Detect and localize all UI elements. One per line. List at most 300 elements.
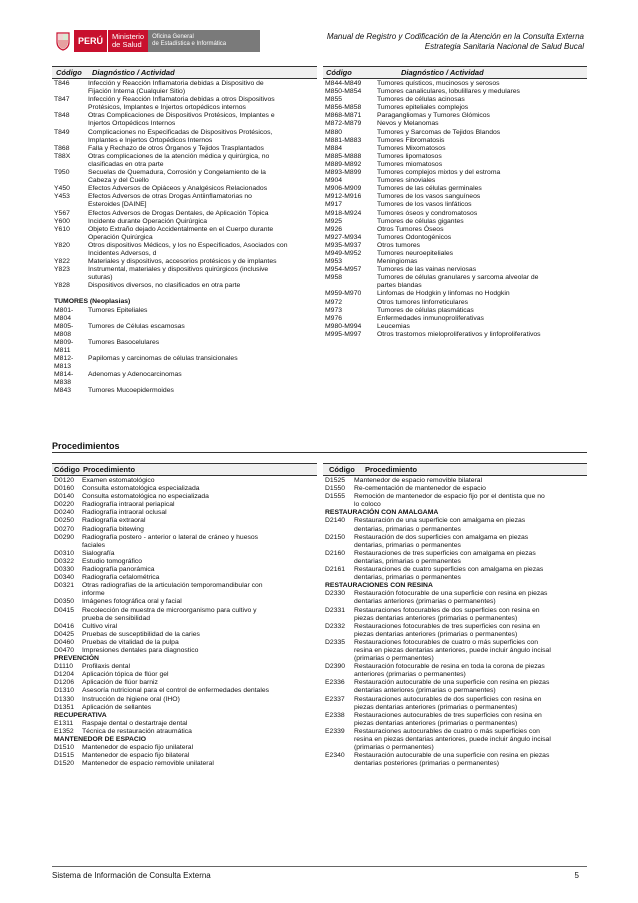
row-code: D1330 (54, 695, 75, 703)
row-description: Tumores Epiteliales (88, 306, 148, 314)
row-description: Incidentes Adversos, d (88, 249, 157, 257)
row-code: T950 (54, 169, 70, 177)
row-code: D0270 (54, 525, 75, 533)
footer-divider (52, 866, 587, 867)
row-description: Restauraciones fotocurables de cuatro o más superficies con (354, 638, 538, 646)
row-code: M976 (325, 314, 343, 322)
row-code: Y823 (54, 266, 70, 274)
row-code: M805-M808 (54, 322, 74, 338)
row-description: Otros trastornos mieloproliferativos y linfoproliferativos (377, 330, 541, 338)
row-code: M917 (325, 201, 343, 209)
row-code: D1555 (325, 493, 346, 501)
row-code (54, 274, 88, 282)
row-code (54, 104, 88, 112)
row-description: Profilaxis dental (82, 663, 130, 671)
row-description: Tumores complejos mixtos y del estroma (377, 169, 501, 177)
row-description: Restauración de dos superficies con amalgama en piezas (354, 533, 529, 541)
row-code: Y567 (54, 209, 70, 217)
row-description: Tumores de Células escamosas (88, 322, 185, 330)
row-description: Radiografía extraoral (82, 517, 146, 525)
row-description: Otras radiografías de la articulación temporomandibular con (82, 582, 263, 590)
row-code: D0350 (54, 598, 75, 606)
table-row (54, 744, 316, 752)
row-code (54, 137, 88, 145)
table-row (54, 509, 316, 517)
table-row (54, 582, 316, 590)
row-description: Enfermedades inmunoproliferativas (377, 314, 484, 322)
row-code: D0416 (54, 622, 75, 630)
diagnostics-left-list (54, 80, 316, 396)
table-row (325, 493, 587, 501)
row-code: M801-M804 (54, 306, 74, 322)
row-code: M844-M849 (325, 80, 362, 87)
table-row (325, 485, 587, 493)
row-code: D0322 (54, 557, 75, 565)
row-description: Falla y Rechazo de otros Órganos y Tejidos Trasplantados (88, 144, 264, 152)
row-description: Mantenedor de espacio fijo unilateral (82, 744, 194, 752)
row-description: Mantenedor de espacio fijo bilateral (82, 752, 190, 760)
row-code: Y453 (54, 193, 70, 201)
table-row (325, 696, 587, 704)
table-row (325, 615, 587, 623)
table-row (54, 387, 316, 395)
table-row (54, 307, 316, 323)
row-description: Asesoría nutricional para el control de enfermedades dentales (82, 687, 270, 695)
row-description: Dispositivos diversos, no clasificados en otra parte (88, 282, 241, 290)
row-code: D0160 (54, 485, 75, 493)
table-row (325, 736, 587, 744)
table-row (325, 137, 587, 145)
row-description: Restauración autocurable de una superficie con resina en piezas (354, 679, 550, 687)
row-description: Paragangliomas y Tumores Glómicos (377, 112, 490, 120)
table-row (54, 96, 316, 104)
row-code: D1204 (54, 671, 75, 679)
row-description: Otros tumores linforreticulares (377, 298, 469, 306)
table-row (54, 266, 316, 274)
row-code: D2332 (325, 622, 346, 630)
table-row (325, 647, 587, 655)
row-description: Restauración de una superficie con amalgama en piezas (354, 517, 526, 525)
table-row (325, 201, 587, 209)
table-row (54, 550, 316, 558)
row-code (325, 720, 354, 728)
row-code (325, 647, 354, 655)
logo-ministerio-label: Ministerio de Salud (107, 30, 148, 52)
table-row (325, 687, 587, 695)
row-code: T849 (54, 128, 70, 136)
row-code: M926 (325, 225, 343, 233)
section-heading-label: RESTAURACIONES CON RESINA (325, 582, 433, 590)
row-description: Instrucción de higiene oral (IHO) (82, 695, 180, 703)
table-row (325, 299, 587, 307)
row-code: D0460 (54, 638, 75, 646)
table-row (325, 250, 587, 258)
row-code: Y450 (54, 185, 70, 193)
row-description: Papilomas y carcinomas de células transicionales (88, 355, 238, 363)
row-description: resina en piezas dentarias anteriores, puede incluir ángulo incisal (354, 646, 551, 654)
section-heading (54, 655, 316, 663)
manual-subtitle: Estrategia Sanitaria Nacional de Salud Bucal (424, 42, 584, 51)
table-row (325, 96, 587, 104)
row-description: Objeto Extraño dejado Accidentalmente en el Cuerpo durante (88, 225, 274, 233)
row-code: E1311 (54, 719, 74, 727)
row-description: piezas dentarias anteriores (primarias o permanentes) (354, 719, 518, 727)
row-description: Restauraciones autocurables de tres superficies con resina en (354, 711, 542, 719)
row-description: Otros Tumores Óseos (377, 225, 444, 233)
row-description: Otras complicaciones de la atención médica y quirúrgica, no (88, 152, 270, 160)
row-code (325, 744, 354, 752)
table-row (54, 720, 316, 728)
row-code: D1510 (54, 744, 75, 752)
row-code: Y828 (54, 282, 70, 290)
row-description: Tumores de los vasos linfáticos (377, 201, 472, 209)
row-description: Pruebas de vitalidad de la pulpa (82, 638, 179, 646)
row-description: dentarias, primarias o permanentes (354, 574, 461, 582)
row-code (54, 177, 88, 185)
section-heading (54, 712, 316, 720)
row-code: M872-M879 (325, 120, 362, 128)
section-heading-label: RESTAURACIÓN CON AMALGAMA (325, 509, 439, 517)
row-code (325, 736, 354, 744)
table-row (325, 558, 587, 566)
row-description: piezas dentarias anteriores (primarias o permanentes) (354, 703, 518, 711)
row-code: Y822 (54, 258, 70, 266)
row-code: M893-M899 (325, 169, 362, 177)
table-row (325, 234, 587, 242)
row-code: M880 (325, 128, 343, 136)
row-description: Otros tumores (377, 241, 421, 249)
row-description: Recolección de muestra de microorganismo para cultivo y (82, 606, 257, 614)
row-code: M856-M858 (325, 104, 362, 112)
row-description: Restauraciones autocurables de dos superficies con resina en (354, 695, 542, 703)
row-code: M855 (325, 96, 343, 104)
row-code: D2161 (325, 566, 346, 574)
section-heading (325, 582, 587, 590)
row-description: Complicaciones no Especificadas de Dispositivos Protésicos, (88, 128, 273, 136)
row-description: Tumores y Sarcomas de Tejidos Blandos (377, 128, 501, 136)
row-code: T868 (54, 144, 70, 152)
row-description: Radiografía panorámica (82, 566, 155, 574)
row-description: Restauración fotocurable de una superficie con resina en piezas (354, 590, 548, 598)
table-row (325, 161, 587, 169)
row-description: Re-cementación de mantenedor de espacio (354, 485, 486, 493)
row-code (325, 655, 354, 663)
row-description: Efectos Adversos de Drogas Dentales, de Aplicación Tópica (88, 209, 269, 217)
row-description: Aplicación tópica de flúor gel (82, 671, 169, 679)
row-description: Restauraciones de tres superficies con amalgama en piezas (354, 549, 536, 557)
ministry-logo (52, 30, 260, 52)
row-description: lo coloco (354, 501, 381, 509)
row-description: Restauraciones fotocurables de tres superficies con resina en (354, 622, 540, 630)
footer-text: Sistema de Información de Consulta Externa (52, 871, 211, 880)
table-row (54, 752, 316, 760)
table-row (325, 153, 587, 161)
table-row (54, 760, 316, 768)
table-row (325, 129, 587, 137)
row-code: D2330 (325, 590, 346, 598)
table-row (54, 323, 316, 339)
table-row (325, 193, 587, 201)
row-code: D2160 (325, 549, 346, 557)
row-description: Imágenes fotográfica oral y facial (82, 598, 182, 606)
table-row (54, 104, 316, 112)
row-code: M973 (325, 306, 343, 314)
page-footer (52, 871, 587, 880)
row-code (54, 120, 88, 128)
procedures-left-header (52, 463, 317, 476)
table-row (54, 161, 316, 169)
row-code: D0290 (54, 533, 75, 541)
table-row (54, 671, 316, 679)
table-row (54, 258, 316, 266)
table-row (325, 282, 587, 290)
table-row (325, 274, 587, 282)
table-row (325, 112, 587, 120)
row-description: Injertos Ortopédicos Internos (88, 120, 176, 128)
table-row (54, 226, 316, 234)
row-description: Meningiomas (377, 258, 418, 266)
table-row (325, 517, 587, 525)
row-description: Operación Quirúrgica (88, 233, 153, 241)
row-code: M995-M997 (325, 330, 362, 338)
table-row (54, 679, 316, 687)
row-code (54, 290, 88, 298)
column-header-code: Código (326, 68, 352, 77)
table-row (54, 615, 316, 623)
row-description: Cabeza y del Cuello (88, 177, 149, 185)
row-description: Tumores Mixomatosos (377, 144, 446, 152)
row-description: Estudio tomográfico (82, 557, 143, 565)
row-description: Tumores miomatosos (377, 160, 443, 168)
table-row (54, 485, 316, 493)
procedures-left-list (54, 477, 316, 768)
row-description: Restauraciones autocurables de cuatro o más superficies con (354, 727, 540, 735)
row-description: Leucemias (377, 322, 410, 330)
row-description: dentarias, primarias o permanentes (354, 557, 461, 565)
table-row (325, 185, 587, 193)
column-header-code: Código (56, 68, 82, 77)
table-row (325, 631, 587, 639)
row-code: T847 (54, 96, 70, 104)
row-code: M809-M811 (54, 338, 74, 354)
row-description: faciales (82, 541, 106, 549)
table-row (325, 712, 587, 720)
row-description: Radiografía bitewing (82, 525, 144, 533)
row-code (325, 760, 354, 768)
row-code: M889-M892 (325, 160, 362, 168)
table-row (54, 88, 316, 96)
table-row (54, 526, 316, 534)
row-description: Restauraciones de cuatro superficies con amalgama en piezas (354, 566, 544, 574)
row-description: Radiografía intraoral periapical (82, 501, 175, 509)
table-row (325, 477, 587, 485)
row-description: Técnica de restauración atraumática (82, 727, 192, 735)
table-row (325, 607, 587, 615)
row-code: M885-M888 (325, 152, 362, 160)
row-description: dentarias posteriores (primarias o permanentes) (354, 760, 500, 768)
row-description: Tumores sinoviales (377, 177, 436, 185)
row-code: D0240 (54, 509, 75, 517)
row-code: D0470 (54, 646, 75, 654)
table-row (325, 663, 587, 671)
row-code (325, 704, 354, 712)
table-row (54, 607, 316, 615)
row-description: Implantes e Injertos Ortopédicos Internos (88, 136, 213, 144)
row-code: M812-M813 (54, 355, 74, 371)
table-row (325, 679, 587, 687)
diagnostics-right-list (325, 80, 587, 339)
row-code: D0415 (54, 606, 75, 614)
row-code: M918-M924 (325, 209, 362, 217)
table-row (54, 728, 316, 736)
row-code: E2338 (325, 711, 345, 719)
table-row (325, 704, 587, 712)
table-row (54, 112, 316, 120)
row-code: M884 (325, 144, 343, 152)
section-heading-label: PREVENCIÓN (54, 655, 99, 663)
row-code (325, 687, 354, 695)
table-row (325, 526, 587, 534)
row-description: (primarias o permanentes) (354, 744, 434, 752)
procedures-right-list (325, 477, 587, 768)
table-row (54, 242, 316, 250)
row-description: Raspaje dental o destartraje dental (82, 719, 188, 727)
section-heading-label: MANTENEDOR DE ESPACIO (54, 736, 147, 743)
table-row (54, 696, 316, 704)
section-heading-label: RECUPERATIVA (54, 711, 107, 719)
row-code (54, 542, 82, 550)
row-code: Y820 (54, 241, 70, 249)
table-row (54, 339, 316, 355)
row-code (54, 201, 88, 209)
table-row (54, 517, 316, 525)
row-description: Adenomas y Adenocarcinomas (88, 371, 182, 379)
row-description: Tumores canaliculares, lobulillares y medulares (377, 88, 520, 96)
row-code: E2336 (325, 679, 345, 687)
table-row (54, 704, 316, 712)
table-row (325, 566, 587, 574)
table-row (325, 671, 587, 679)
row-code: T846 (54, 80, 70, 87)
table-row (325, 104, 587, 112)
row-code (325, 615, 354, 623)
row-description: clasificadas en otra parte (88, 160, 164, 168)
row-code: D0330 (54, 566, 75, 574)
row-description: Tumores Mucoepidermoides (88, 387, 174, 395)
row-description: Tumores quísticos, mucinosos y serosos (377, 80, 500, 87)
row-description: Tumores de las células germinales (377, 185, 482, 193)
table-row (325, 315, 587, 323)
row-description: Tumores de células gigantes (377, 217, 464, 225)
row-code: E2339 (325, 727, 345, 735)
row-description: Infección y Reacción Inflamatoria debidas a otros Dispositivos (88, 96, 275, 104)
row-code: D2150 (325, 533, 346, 541)
row-code: D0321 (54, 582, 75, 590)
row-code: M843 (54, 387, 72, 395)
row-description: Tumores neuroepiteliales (377, 249, 454, 257)
table-row (325, 623, 587, 631)
row-code: D0120 (54, 477, 75, 484)
row-code: M935-M937 (325, 241, 362, 249)
row-description: Instrumental, materiales y dispositivos quirúrgicos (inclusive (88, 266, 269, 274)
row-code: D0220 (54, 501, 75, 509)
table-row (325, 210, 587, 218)
row-description: Tumores de células granulares y sarcoma alveolar de (377, 274, 539, 282)
row-description (88, 290, 316, 298)
table-row (54, 534, 316, 542)
row-description: Tumores de los vasos sanguíneos (377, 193, 481, 201)
row-code: D0310 (54, 549, 75, 557)
table-row (54, 590, 316, 598)
row-code: M906-M909 (325, 185, 362, 193)
row-description: Infección y Reacción Inflamatoria debidas a Dispositivo de (88, 80, 264, 87)
table-row (54, 185, 316, 193)
column-header-procedure: Procedimiento (365, 465, 418, 474)
row-code (54, 615, 82, 623)
row-code: M814-M838 (54, 371, 74, 387)
row-code: D1310 (54, 687, 75, 695)
row-description: piezas dentarias anteriores (primarias o permanentes) (354, 614, 518, 622)
table-row (54, 145, 316, 153)
row-description: Aplicación de flúor barniz (82, 679, 158, 687)
row-description: Tumores epiteliales complejos (377, 104, 469, 112)
row-code: E1352 (54, 727, 74, 735)
table-row (325, 80, 587, 88)
row-code (325, 542, 354, 550)
row-description: Efectos Adversos de otras Drogas Antiinflamatorias no (88, 193, 252, 201)
row-code: D1351 (54, 703, 75, 711)
row-code: M972 (325, 298, 343, 306)
table-row (325, 258, 587, 266)
row-code: M925 (325, 217, 343, 225)
row-code (325, 631, 354, 639)
table-row (54, 201, 316, 209)
manual-title: Manual de Registro y Codificación de la Atención en la Consulta Externa (326, 32, 584, 41)
row-code: M980-M994 (325, 322, 362, 330)
row-description: Pruebas de susceptibilidad de la caries (82, 630, 200, 638)
row-description: Tumores de células plasmáticas (377, 306, 474, 314)
table-row (325, 752, 587, 760)
row-description: Cultivo viral (82, 622, 118, 630)
row-code: D0140 (54, 493, 75, 501)
row-code: D0340 (54, 574, 75, 582)
column-header-diagnosis: Diagnóstico / Actividad (92, 68, 175, 77)
table-row (54, 371, 316, 387)
table-row (325, 655, 587, 663)
table-row (54, 177, 316, 185)
row-code: Y600 (54, 217, 70, 225)
row-code (325, 526, 354, 534)
row-description: anteriores (primarias o permanentes) (354, 671, 466, 679)
table-row (325, 728, 587, 736)
row-description: Tumores óseos y condromatosos (377, 209, 478, 217)
table-row (54, 566, 316, 574)
row-description: Esteroides [DAINE] (88, 201, 147, 209)
row-code: T88X (54, 152, 71, 160)
table-row (54, 355, 316, 371)
table-row (54, 477, 316, 485)
row-description: Tumores de células acinosas (377, 96, 465, 104)
table-row (54, 153, 316, 161)
row-code: Y610 (54, 225, 70, 233)
row-code: D2140 (325, 517, 346, 525)
table-row (325, 226, 587, 234)
row-description: prueba de sensibilidad (82, 614, 151, 622)
section-heading-label: TUMORES (Neoplasias) (54, 298, 131, 306)
column-header-code: Código (329, 465, 355, 474)
row-code: E2337 (325, 695, 345, 703)
row-description: Impresiones dentales para diagnostico (82, 646, 199, 654)
